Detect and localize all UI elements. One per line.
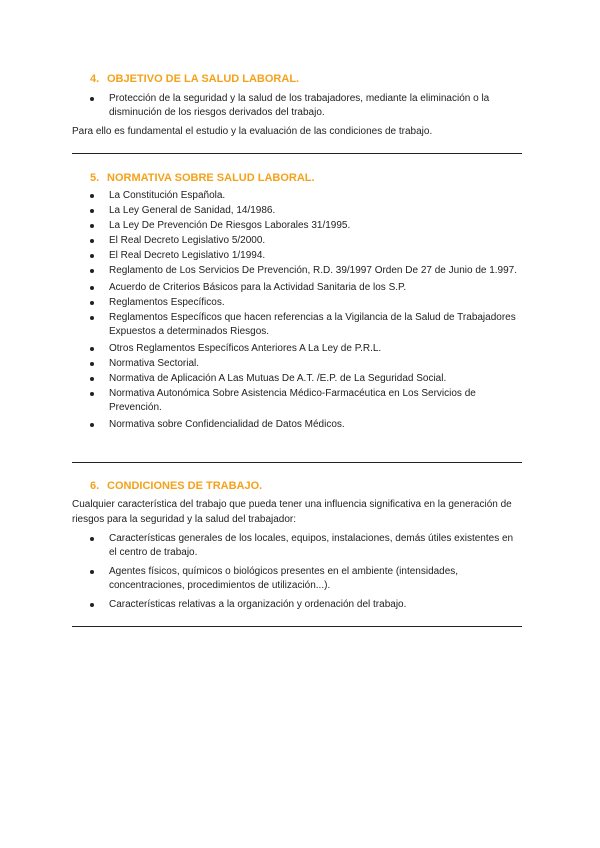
list-item xyxy=(72,357,522,371)
bullet-icon xyxy=(90,97,94,101)
bullet-icon xyxy=(90,254,94,258)
bullet-list xyxy=(72,532,522,612)
list-item-text: Normativa sobre Confidencialidad de Datos Médicos. xyxy=(109,419,345,430)
bullet-icon xyxy=(90,316,94,320)
list-item xyxy=(72,296,522,310)
list-item-text: La Ley De Prevención De Riesgos Laborales 31/1995. xyxy=(109,220,351,231)
section-number: 5. xyxy=(90,172,100,184)
section-objetivo xyxy=(72,72,522,140)
section-heading xyxy=(72,72,522,86)
section-normativa xyxy=(72,171,522,432)
list-item xyxy=(72,219,522,233)
list-item-text: Reglamento de Los Servicios De Prevención, R.D. 39/1997 Orden De 27 de Junio de 1.997. xyxy=(109,265,518,276)
paragraph: Cualquier característica del trabajo que pueda tener una influencia significativa en la generación de riesgos para la seguridad y la salud del trabajador: xyxy=(72,499,512,525)
bullet-icon xyxy=(90,224,94,228)
list-item-text: El Real Decreto Legislativo 1/1994. xyxy=(109,250,266,261)
list-item xyxy=(72,418,522,432)
list-item xyxy=(72,204,522,218)
list-item xyxy=(72,342,522,356)
bullet-icon xyxy=(90,537,94,541)
list-item-text: Acuerdo de Criterios Básicos para la Actividad Sanitaria de los S.P. xyxy=(109,282,407,293)
bullet-icon xyxy=(90,269,94,273)
list-item-text: Normativa de Aplicación A Las Mutuas De A.T. /E.P. de La Seguridad Social. xyxy=(109,373,447,384)
list-item-text: Normativa Sectorial. xyxy=(109,358,200,369)
list-item xyxy=(72,92,522,120)
list-item-text: El Real Decreto Legislativo 5/2000. xyxy=(109,235,266,246)
list-item xyxy=(72,234,522,248)
bullet-icon xyxy=(90,603,94,607)
bullet-icon xyxy=(90,362,94,366)
divider xyxy=(72,153,522,154)
list-item-text: Reglamentos Específicos. xyxy=(109,297,225,308)
list-item-text: Otros Reglamentos Específicos Anteriores A La Ley de P.R.L. xyxy=(109,343,382,354)
divider xyxy=(72,626,522,627)
divider xyxy=(72,462,522,463)
list-item-text: Reglamentos Específicos que hacen referencias a la Vigilancia de la Salud de Trabajadores Expuestos a determinados Riesgos. xyxy=(109,312,516,337)
list-item xyxy=(72,311,522,339)
list-item xyxy=(72,598,522,612)
bullet-icon xyxy=(90,301,94,305)
section-number: 4. xyxy=(90,73,100,85)
section-title: OBJETIVO DE LA SALUD LABORAL. xyxy=(107,73,300,85)
list-item xyxy=(72,565,522,593)
bullet-icon xyxy=(90,286,94,290)
bullet-icon xyxy=(90,377,94,381)
list-item xyxy=(72,387,522,415)
list-item xyxy=(72,372,522,386)
list-item xyxy=(72,281,522,295)
section-heading xyxy=(72,479,522,493)
list-item-text: Normativa Autonómica Sobre Asistencia Médico-Farmacéutica en Los Servicios de Prevención. xyxy=(109,388,476,413)
list-item xyxy=(72,264,522,278)
list-item-text: La Constitución Española. xyxy=(109,190,226,201)
list-item-text: Agentes físicos, químicos o biológicos presentes en el ambiente (intensidades, concentraciones, procedimientos de utilización...). xyxy=(109,566,459,591)
section-title: CONDICIONES DE TRABAJO. xyxy=(107,480,263,492)
bullet-icon xyxy=(90,239,94,243)
bullet-icon xyxy=(90,423,94,427)
paragraph: Para ello es fundamental el estudio y la evaluación de las condiciones de trabajo. xyxy=(72,126,433,137)
section-title: NORMATIVA SOBRE SALUD LABORAL. xyxy=(107,172,315,184)
list-item xyxy=(72,189,522,203)
list-item-text: Características relativas a la organización y ordenación del trabajo. xyxy=(109,599,407,610)
bullet-list xyxy=(72,189,522,432)
bullet-icon xyxy=(90,194,94,198)
section-condiciones xyxy=(72,479,522,612)
bullet-icon xyxy=(90,570,94,574)
list-item-text: La Ley General de Sanidad, 14/1986. xyxy=(109,205,276,216)
list-item-text: Características generales de los locales, equipos, instalaciones, demás útiles existentes en el centro de trabajo. xyxy=(109,533,514,558)
bullet-list xyxy=(72,92,522,120)
bullet-icon xyxy=(90,392,94,396)
list-item-text: Protección de la seguridad y la salud de los trabajadores, mediante la eliminación o la disminución de los riesgos derivados del trabajo. xyxy=(109,93,490,118)
bullet-icon xyxy=(90,209,94,213)
section-number: 6. xyxy=(90,480,100,492)
bullet-icon xyxy=(90,347,94,351)
list-item xyxy=(72,249,522,263)
list-item xyxy=(72,532,522,560)
section-heading xyxy=(72,171,522,185)
